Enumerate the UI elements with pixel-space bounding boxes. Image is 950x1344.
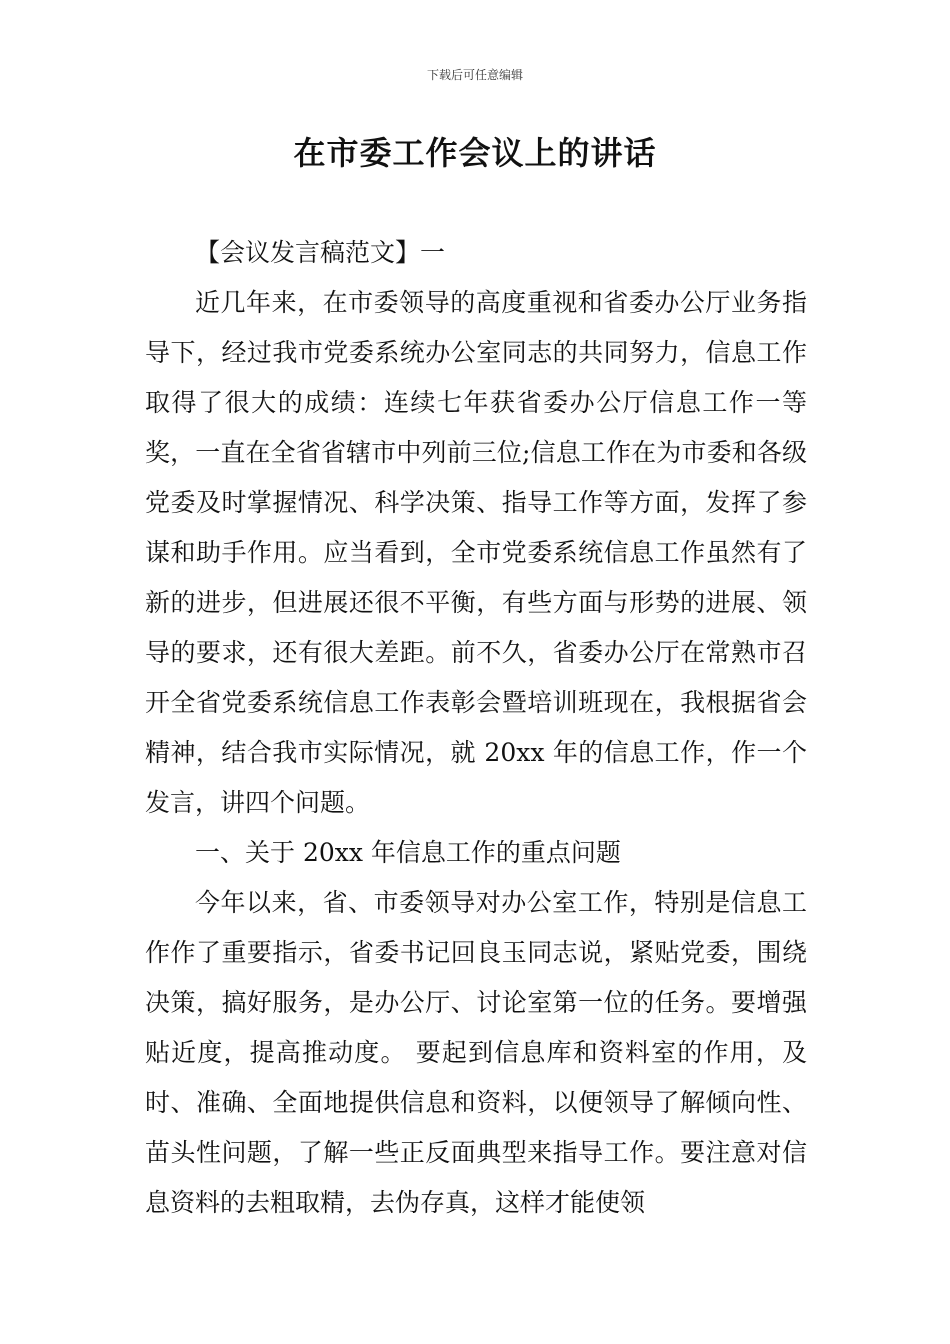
header-note: 下载后可任意编辑: [426, 68, 523, 82]
paragraph-section-label: 【会议发言稿范文】一: [195, 238, 446, 267]
paragraph-intro: 近几年来，在市委领导的高度重视和省委办公厅业务指导下，经过我市党委系统办公室同志的共同努力，信息工作取得了很大的成绩：连续七年获省委办公厅信息工作一等奖，一直在全省省辖市中列前三位;信息工作在为市委和各级党委及时掌握情况、科学决策、指导工作等方面，发挥了参谋和助手作用。应当看到，全市党委系统信息工作虽然有了新的进步，但进展还很不平衡，有些方面与形势的进展、领导的要求，还有很大差距。前不久，省委办公厅在常熟市召开全省党委系统信息工作表彰会暨培训班现在，我根据省会精神，结合我市实际情况，就 20xx 年的信息工作，作一个发言，讲四个问题。: [145, 288, 807, 817]
paragraph-body: 今年以来，省、市委领导对办公室工作，特别是信息工作作了重要指示，省委书记回良玉同志说，紧贴党委，围绕决策，搞好服务，是办公厅、讨论室第一位的任务。要增强贴近度，提高推动度。 要起到信息库和资料室的作用，及时、准确、全面地提供信息和资料，以便领导了解倾向性、苗头性问题，了解一些正反面典型来指导工作。要注意对信息资料的去粗取精，去伪存真，这样才能使领: [145, 888, 807, 1217]
document-body: [145, 228, 807, 1228]
paragraph-heading-one: 一、关于 20xx 年信息工作的重点问题: [195, 838, 621, 867]
document-title: 在市委工作会议上的讲话: [293, 134, 657, 172]
